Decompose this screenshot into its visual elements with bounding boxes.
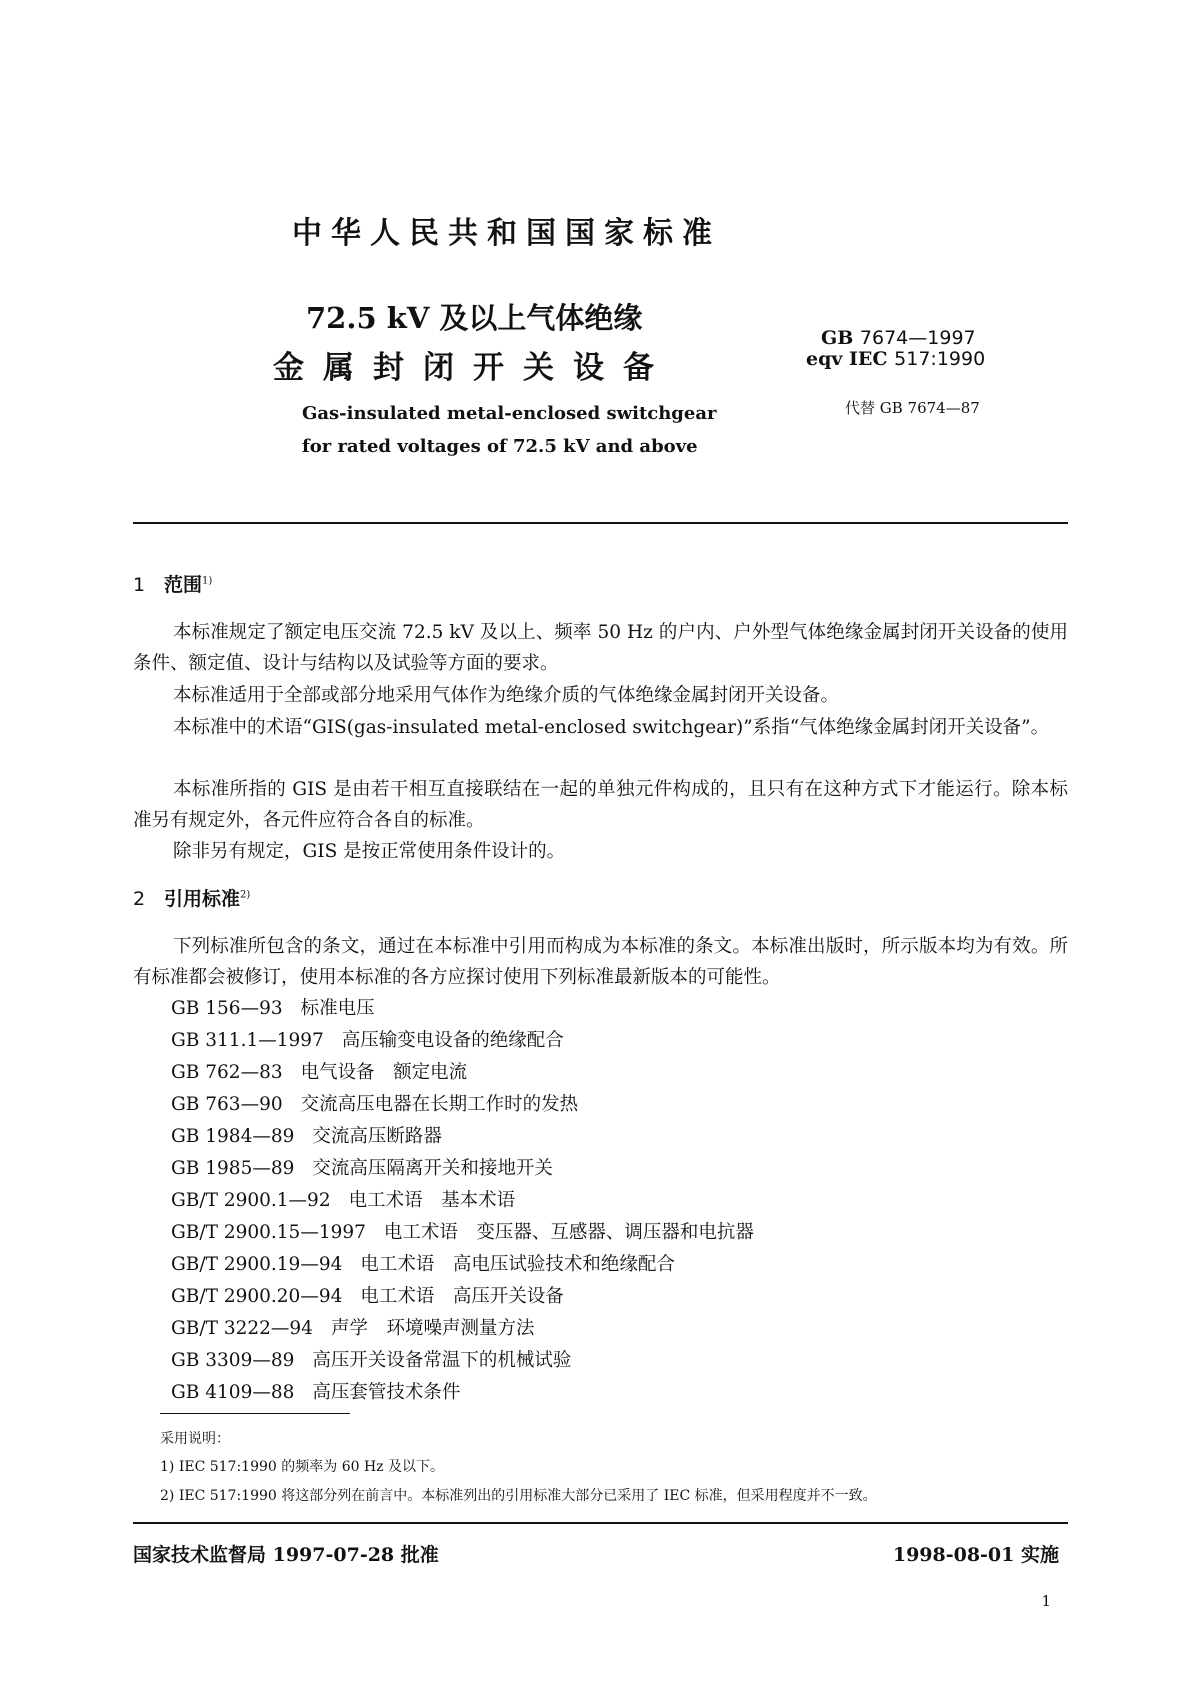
footnote-divider — [160, 1413, 350, 1414]
equivalent-prefix: eqv IEC — [806, 348, 888, 370]
reference-item: GB/T 2900.19—94 电工术语 高电压试验技术和绝缘配合 — [171, 1254, 675, 1275]
section-1-paragraph: 本标准适用于全部或部分地采用气体作为绝缘介质的气体绝缘金属封闭开关设备。 — [173, 685, 840, 706]
footnote-2: 2) IEC 517:1990 将这部分列在前言中。本标准列出的引用标准大部分已采用了 IEC 标准，但采用程度并不一致。 — [160, 1488, 877, 1504]
reference-item: GB 3309—89 高压开关设备常温下的机械试验 — [171, 1350, 572, 1371]
section-1-heading — [133, 570, 212, 597]
footnote-1: 1) IEC 517:1990 的频率为 60 Hz 及以下。 — [160, 1459, 444, 1475]
footnote-ref-1: 1) — [202, 575, 213, 587]
section-1-title: 范围 — [164, 574, 203, 596]
section-1-paragraph: 本标准中的术语“GIS(gas-insulated metal-enclosed switchgear)”系指“气体绝缘金属封闭开关设备”。 — [173, 717, 1050, 738]
replaces-standard: 代替 GB 7674—87 — [845, 399, 980, 417]
reference-item: GB 1985—89 交流高压隔离开关和接地开关 — [171, 1158, 553, 1179]
equivalent-standard — [806, 349, 985, 369]
approval-date: 国家技术监督局 1997-07-28 批准 — [133, 1544, 439, 1566]
english-title-line2: for rated voltages of 72.5 kV and above — [302, 436, 698, 457]
reference-item: GB 763—90 交流高压电器在长期工作时的发热 — [171, 1094, 579, 1115]
reference-item: GB/T 3222—94 声学 环境噪声测量方法 — [171, 1318, 535, 1339]
page-number: 1 — [1041, 1592, 1051, 1610]
standard-prefix: GB — [821, 327, 854, 349]
section-2-title: 引用标准 — [164, 888, 241, 910]
reference-item: GB 311.1—1997 高压输变电设备的绝缘配合 — [171, 1030, 564, 1051]
implementation-date: 1998-08-01 实施 — [892, 1544, 1059, 1566]
reference-item: GB 156—93 标准电压 — [171, 998, 375, 1019]
section-1-paragraph: 本标准规定了额定电压交流 72.5 kV 及以上、频率 50 Hz 的户内、户外型气体绝缘金属封闭开关设备的使用条件、额定值、设计与结构以及试验等方面的要求。 — [133, 622, 1068, 674]
reference-item: GB 762—83 电气设备 额定电流 — [171, 1062, 468, 1083]
national-standard-title: 中华人民共和国国家标准 — [292, 216, 721, 251]
document-title-line1: 72.5 kV 及以上气体绝缘 — [306, 301, 643, 335]
english-title-line1: Gas-insulated metal-enclosed switchgear — [302, 403, 717, 424]
reference-item: GB 1984—89 交流高压断路器 — [171, 1126, 442, 1147]
section-2-intro: 下列标准所包含的条文，通过在本标准中引用而构成为本标准的条文。本标准出版时，所示版本均为有效。所有标准都会被修订，使用本标准的各方应探讨使用下列标准最新版本的可能性。 — [133, 936, 1068, 988]
footer-divider — [133, 1522, 1068, 1524]
equivalent-code: 517:1990 — [894, 348, 986, 370]
reference-item: GB/T 2900.20—94 电工术语 高压开关设备 — [171, 1286, 564, 1307]
section-2-number: 2 — [133, 888, 146, 910]
section-1-paragraph: 本标准所指的 GIS 是由若干相互直接联结在一起的单独元件构成的，且只有在这种方式下才能运行。除本标准另有规定外，各元件应符合各自的标准。 — [133, 779, 1068, 831]
header-divider — [133, 522, 1068, 524]
reference-item: GB 4109—88 高压套管技术条件 — [171, 1382, 461, 1403]
section-2-heading — [133, 884, 250, 911]
footnote-heading: 采用说明： — [160, 1431, 230, 1447]
standard-code: 7674—1997 — [859, 327, 976, 349]
reference-item: GB/T 2900.15—1997 电工术语 变压器、互感器、调压器和电抗器 — [171, 1222, 754, 1243]
document-title-line2: 金属封闭开关设备 — [273, 350, 673, 386]
section-1-paragraph: 除非另有规定，GIS 是按正常使用条件设计的。 — [173, 841, 566, 862]
standard-number — [821, 328, 976, 348]
footnote-ref-2: 2) — [240, 889, 251, 901]
reference-item: GB/T 2900.1—92 电工术语 基本术语 — [171, 1190, 516, 1211]
section-1-number: 1 — [133, 574, 146, 596]
